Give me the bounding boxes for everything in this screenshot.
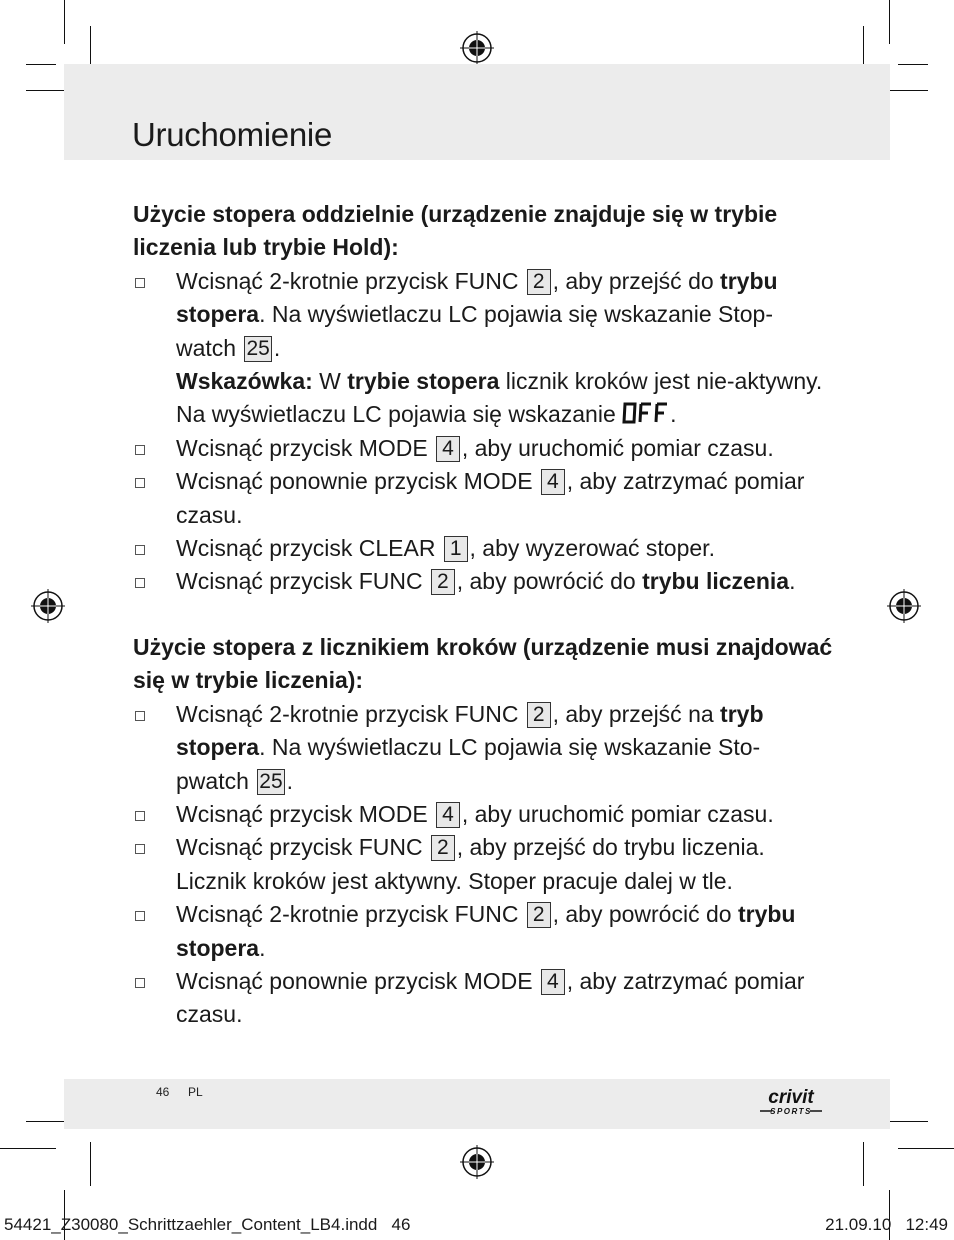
bullet-square-icon <box>135 478 145 488</box>
bullet-square-icon <box>135 978 145 988</box>
list-item: Wcisnąć 2-krotnie przycisk FUNC 2 , aby przejść na tryb stopera. Na wyświetlaczu LC pojawia się wskazanie Sto-pwatch 25 . <box>133 698 833 798</box>
print-file-info: 54421_Z30080_Schrittzaehler_Content_LB4.indd 46 <box>4 1215 411 1234</box>
registration-mark-icon <box>460 31 494 65</box>
list-item: Wcisnąć przycisk FUNC 2 , aby przejść do trybu liczenia. Licznik kroków jest aktywny. Stoper pracuje dalej w tle. <box>133 831 833 898</box>
page-number: 46 <box>156 1085 170 1099</box>
svg-text:SPORTS: SPORTS <box>770 1107 812 1116</box>
crop-mark <box>863 1142 864 1186</box>
reference-number: 4 <box>541 469 565 495</box>
list-item: Wcisnąć przycisk FUNC 2 , aby powrócić do trybu liczenia. <box>133 565 833 598</box>
crop-mark <box>898 64 928 65</box>
crop-mark <box>90 1142 91 1186</box>
bullet-square-icon <box>135 811 145 821</box>
page-content <box>133 198 833 1032</box>
section-spacer <box>133 599 833 631</box>
lcd-off-display-icon <box>622 402 670 424</box>
svg-text:crivit: crivit <box>768 1087 814 1108</box>
list-item: Wcisnąć przycisk CLEAR 1 , aby wyzerować stoper. <box>133 532 833 565</box>
step-list <box>133 265 833 599</box>
bullet-square-icon <box>135 278 145 288</box>
reference-number: 25 <box>259 769 283 793</box>
crop-mark <box>884 90 928 91</box>
crop-mark <box>884 1121 928 1122</box>
language-code: PL <box>188 1085 203 1099</box>
reference-number: 2 <box>431 569 455 595</box>
section-heading: Użycie stopera oddzielnie (urządzenie znajduje się w trybie liczenia lub trybie Hold): <box>133 201 778 261</box>
section-heading: Użycie stopera z licznikiem kroków (urządzenie musi znajdować się w trybie liczenia): <box>133 633 833 694</box>
crop-mark <box>26 64 56 65</box>
registration-mark-icon <box>460 1145 494 1179</box>
reference-number: 2 <box>431 835 455 861</box>
hint-note: Wskazówka: W trybie stopera licznik kroków jest nie-aktywny. Na wyświetlaczu LC pojawia się wskazanie . <box>176 368 823 428</box>
bullet-square-icon <box>135 844 145 854</box>
reference-number: 1 <box>444 536 468 562</box>
step-list <box>133 698 833 1032</box>
registration-mark-icon <box>31 589 65 623</box>
reference-number: 2 <box>527 902 551 928</box>
list-item: Wcisnąć przycisk MODE 4 , aby uruchomić pomiar czasu. <box>133 432 833 465</box>
reference-number: 4 <box>436 436 460 462</box>
bullet-square-icon <box>135 445 145 455</box>
crop-mark <box>64 0 65 44</box>
list-item: Wcisnąć ponownie przycisk MODE 4 , aby zatrzymać pomiar czasu. <box>133 465 833 532</box>
list-item: Wcisnąć 2-krotnie przycisk FUNC 2 , aby powrócić do trybu stopera. <box>133 898 833 965</box>
bullet-square-icon <box>135 911 145 921</box>
bullet-square-icon <box>135 578 145 588</box>
print-datetime: 21.09.10 12:49 <box>825 1215 948 1234</box>
reference-number: 25 <box>246 336 270 360</box>
crop-mark <box>898 1148 954 1149</box>
crop-mark <box>0 1148 56 1149</box>
crop-mark <box>889 0 890 44</box>
bullet-square-icon <box>135 545 145 555</box>
reference-number: 4 <box>436 802 460 828</box>
bullet-square-icon <box>135 711 145 721</box>
reference-number: 2 <box>527 702 551 728</box>
crivit-sports-logo-icon <box>758 1083 824 1119</box>
reference-number: 4 <box>541 969 565 995</box>
list-item: Wcisnąć 2-krotnie przycisk FUNC 2 , aby przejść do trybu stopera. Na wyświetlaczu LC pojawia się wskazanie Stop-watch 25 . <box>133 265 833 365</box>
page-title: Uruchomienie <box>132 116 332 153</box>
hint-label: Wskazówka: <box>176 368 313 395</box>
reference-number: 2 <box>527 269 551 295</box>
list-item: Wcisnąć przycisk MODE 4 , aby uruchomić pomiar czasu. <box>133 798 833 831</box>
registration-mark-icon <box>887 589 921 623</box>
list-item: Wcisnąć ponownie przycisk MODE 4 , aby zatrzymać pomiar czasu. <box>133 965 833 1032</box>
